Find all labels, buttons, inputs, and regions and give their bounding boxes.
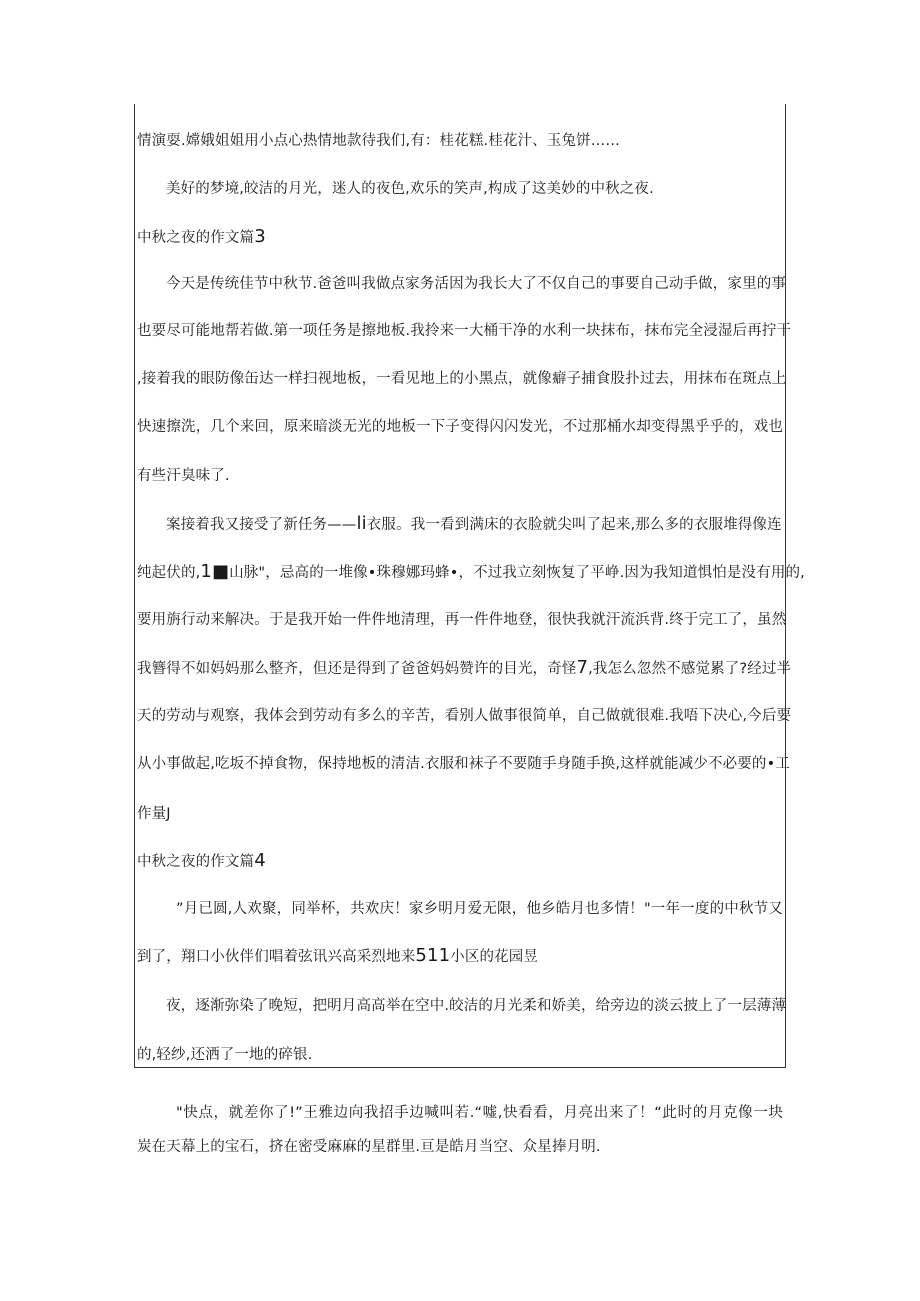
text-line: 有些汗臭味了.	[137, 468, 230, 484]
text-line: ”月已圆,人欢聚，同举杯，共欢庆！家乡明月爱无限，他乡皓月也多情！"一年一度的中秋节又	[176, 901, 783, 917]
text-line: 案接着我又接受了新任务——li衣服。我一看到满床的衣脸就尖叫了起来,那么多的衣服堆得像连	[166, 513, 782, 534]
text-line: 炭在天幕上的宝石，挤在密受麻麻的星群里.亘是皓月当空、众星捧月明.	[137, 1139, 601, 1155]
text-line: 美好的梦境,皎洁的月光，迷人的夜色,欢乐的笑声,构成了这美妙的中秋之夜.	[166, 181, 654, 197]
text-line: 快速擦洗，几个来回，原来暗淡无光的地板一下子变得闪闪发光，不过那桶水却变得黑乎乎的，戏也	[137, 419, 783, 435]
text-line: 我簪得不如妈妈那么整齐，但还是得到了爸爸妈妈赞许的目光，奇怪7,我怎么忽然不感觉累了?经过半	[137, 657, 792, 678]
section-heading: 中秋之夜的作文篇4	[137, 850, 266, 871]
text-line: 纯起伏的,1■山脉"，忌高的一堆像•珠穆娜玛蜂•，不过我立刻恢复了平峥.因为我知道惧怕是没有用的,	[137, 561, 805, 582]
section-heading: 中秋之夜的作文篇3	[137, 226, 266, 247]
text-line: 情演耍.嫦娥姐姐用小点心热情地款待我们,有：桂花糕.桂花汁、玉兔饼……	[137, 133, 621, 149]
text-line: 的,轻纱,还洒了一地的碎银.	[137, 1047, 313, 1063]
text-line: 夜，逐渐弥染了晚短，把明月高高举在空中.皎洁的月光柔和娇美，给旁边的淡云披上了一层薄薄	[166, 998, 787, 1014]
text-line: 也要尽可能地帮若做.第一项任务是擦地板.我拎来一大桶干净的水利一块抹布，抹布完全浸湿后再拧干	[137, 323, 792, 339]
text-line: 作量J	[137, 806, 171, 822]
text-line: 天的劳动与观察，我体会到劳动有多么的辛苦，看别人做事很简单，自己做就很难.我唔下决心,今后要	[137, 708, 792, 724]
text-line: 到了，翔口小伙伴们唱着弦讯兴高采烈地来511小区的花园昱	[137, 945, 539, 966]
text-line: 今天是传统佳节中秋节.爸爸叫我做点家务活因为我长大了不仅自己的事要自己动手做，家里的事	[166, 276, 787, 292]
text-line: 要用旃行动来解决。于是我开始一件件地清理，再一件件地登，很快我就汗流浜背.终于完工了，虽然	[137, 612, 787, 628]
content-frame	[134, 104, 805, 1068]
text-line: ,接着我的眼防像缶达一样扫视地板，一看见地上的小黑点，就像癖子捕食股扑过去，用抹布在斑点上	[137, 371, 787, 387]
text-line: 从小事做起,吃坂不掉食物，保持地板的清洁.衣服和袜子不要随手身随手换,这样就能减少不必要的•工	[137, 756, 790, 772]
text-line: "快点，就差你了!”王雅边向我招手边喊叫若.“嘘,快看看，月亮出来了！“此时的月克像一块	[176, 1105, 783, 1121]
